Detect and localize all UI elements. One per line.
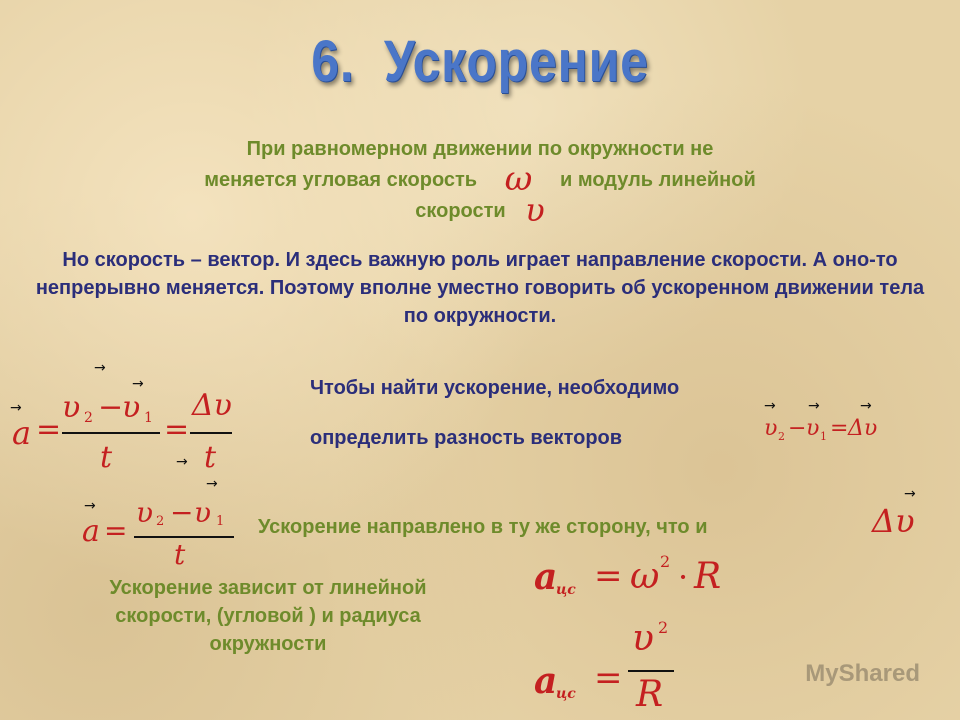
slide-title	[67, 28, 893, 95]
acs1-sub: цс	[556, 582, 576, 598]
arrow2-a: →	[84, 498, 96, 514]
acs2-v: υ	[632, 618, 654, 659]
upsilon-symbol: υ	[525, 191, 545, 229]
sub2: 2	[84, 410, 93, 426]
sub1: 1	[144, 410, 153, 426]
diff-v2: υ	[764, 416, 778, 441]
watermark: MyShared	[805, 660, 920, 687]
direction-text: Ускорение направлено в ту же сторону, что и	[258, 516, 708, 538]
arrow-v1: →	[132, 376, 144, 392]
formula-centripetal-velocity	[534, 618, 734, 718]
f2-sub1: 1	[216, 514, 225, 529]
diff-sub1: 1	[820, 430, 827, 443]
depends-text: Ускорение зависит от линейной скорости, (угловой ) и радиуса окружности	[109, 577, 427, 655]
arrow-a: →	[10, 400, 22, 416]
title-number: 6.	[311, 29, 355, 94]
arrow-diff-dv: →	[860, 398, 872, 414]
acs1-omega: ω	[630, 556, 660, 597]
f2-a: a	[82, 514, 100, 549]
diff-delta-v: Δυ	[848, 416, 878, 441]
diff-v1: υ	[806, 416, 820, 441]
acs2-fraction-line	[628, 670, 674, 672]
formula-acceleration-vector	[70, 474, 250, 574]
arrow-dir-dv: →	[904, 486, 916, 502]
minus: −	[98, 390, 124, 425]
para1-line3	[140, 191, 820, 229]
f2-v1: υ	[194, 496, 212, 529]
f2-minus: −	[170, 496, 194, 529]
find-line1: Чтобы найти ускорение, необходимо	[310, 377, 680, 399]
formula-delta-v-direction	[868, 486, 938, 546]
omega-symbol: ω	[504, 159, 533, 199]
f2-v2: υ	[136, 496, 154, 529]
find-line2: определить разность векторов	[310, 427, 623, 449]
fraction-line-1	[62, 432, 160, 434]
f2-equals: =	[104, 514, 128, 547]
f2-sub2: 2	[156, 514, 165, 529]
t-denominator-2: t	[204, 440, 217, 475]
arrow-diff-v2: →	[764, 398, 776, 414]
diff-sub2: 2	[778, 430, 785, 443]
acs1-exp: 2	[660, 552, 671, 571]
diff-equals: =	[830, 416, 849, 441]
equals1: =	[36, 412, 62, 447]
formula-centripetal-omega	[534, 552, 754, 612]
para1-line2b: и модуль линейной	[559, 169, 756, 191]
arrow-diff-v1: →	[808, 398, 820, 414]
arrow-v2: →	[94, 360, 106, 376]
f2-t: t	[174, 538, 186, 571]
para1-line1: При равномерном движении по окружности не	[246, 138, 714, 160]
formula-vector-difference	[750, 398, 890, 458]
v2: υ	[62, 390, 81, 425]
fraction-line-2	[190, 432, 232, 434]
title-word: Ускорение	[383, 29, 649, 94]
acs1-R: R	[694, 556, 722, 597]
arrow-dv: →	[176, 454, 188, 470]
para1-line2	[140, 159, 820, 199]
para1-line2a: меняется угловая скорость	[204, 169, 478, 191]
dir-delta-v: Δυ	[872, 502, 915, 540]
t-denominator-1: t	[100, 440, 113, 475]
acs2-equals: =	[594, 658, 623, 698]
acs2-sub: цс	[556, 686, 576, 702]
para1-line3-text: скорости	[415, 200, 506, 222]
acs2-a: a	[534, 660, 558, 702]
acs2-R: R	[636, 674, 664, 715]
formula-acceleration-definition	[0, 360, 260, 480]
a-symbol: a	[12, 414, 32, 452]
acs1-a: a	[534, 556, 558, 598]
diff-minus: −	[788, 416, 807, 441]
acs1-equals: =	[594, 556, 623, 596]
para-vector-direction: Но скорость – вектор. И здесь важную роль играет направление скорости. А оно-то непрерывно меняется. Поэтому вполне уместно говорить об ускоренном движении тела по окружности.	[35, 249, 925, 327]
equals2: =	[164, 412, 190, 447]
arrow2-v1: →	[206, 476, 218, 492]
acs1-dot: ·	[678, 558, 689, 596]
v1: υ	[122, 390, 141, 425]
acs2-exp: 2	[658, 618, 669, 637]
delta-v-numerator: Δυ	[192, 388, 232, 423]
para-uniform-motion	[140, 136, 820, 229]
